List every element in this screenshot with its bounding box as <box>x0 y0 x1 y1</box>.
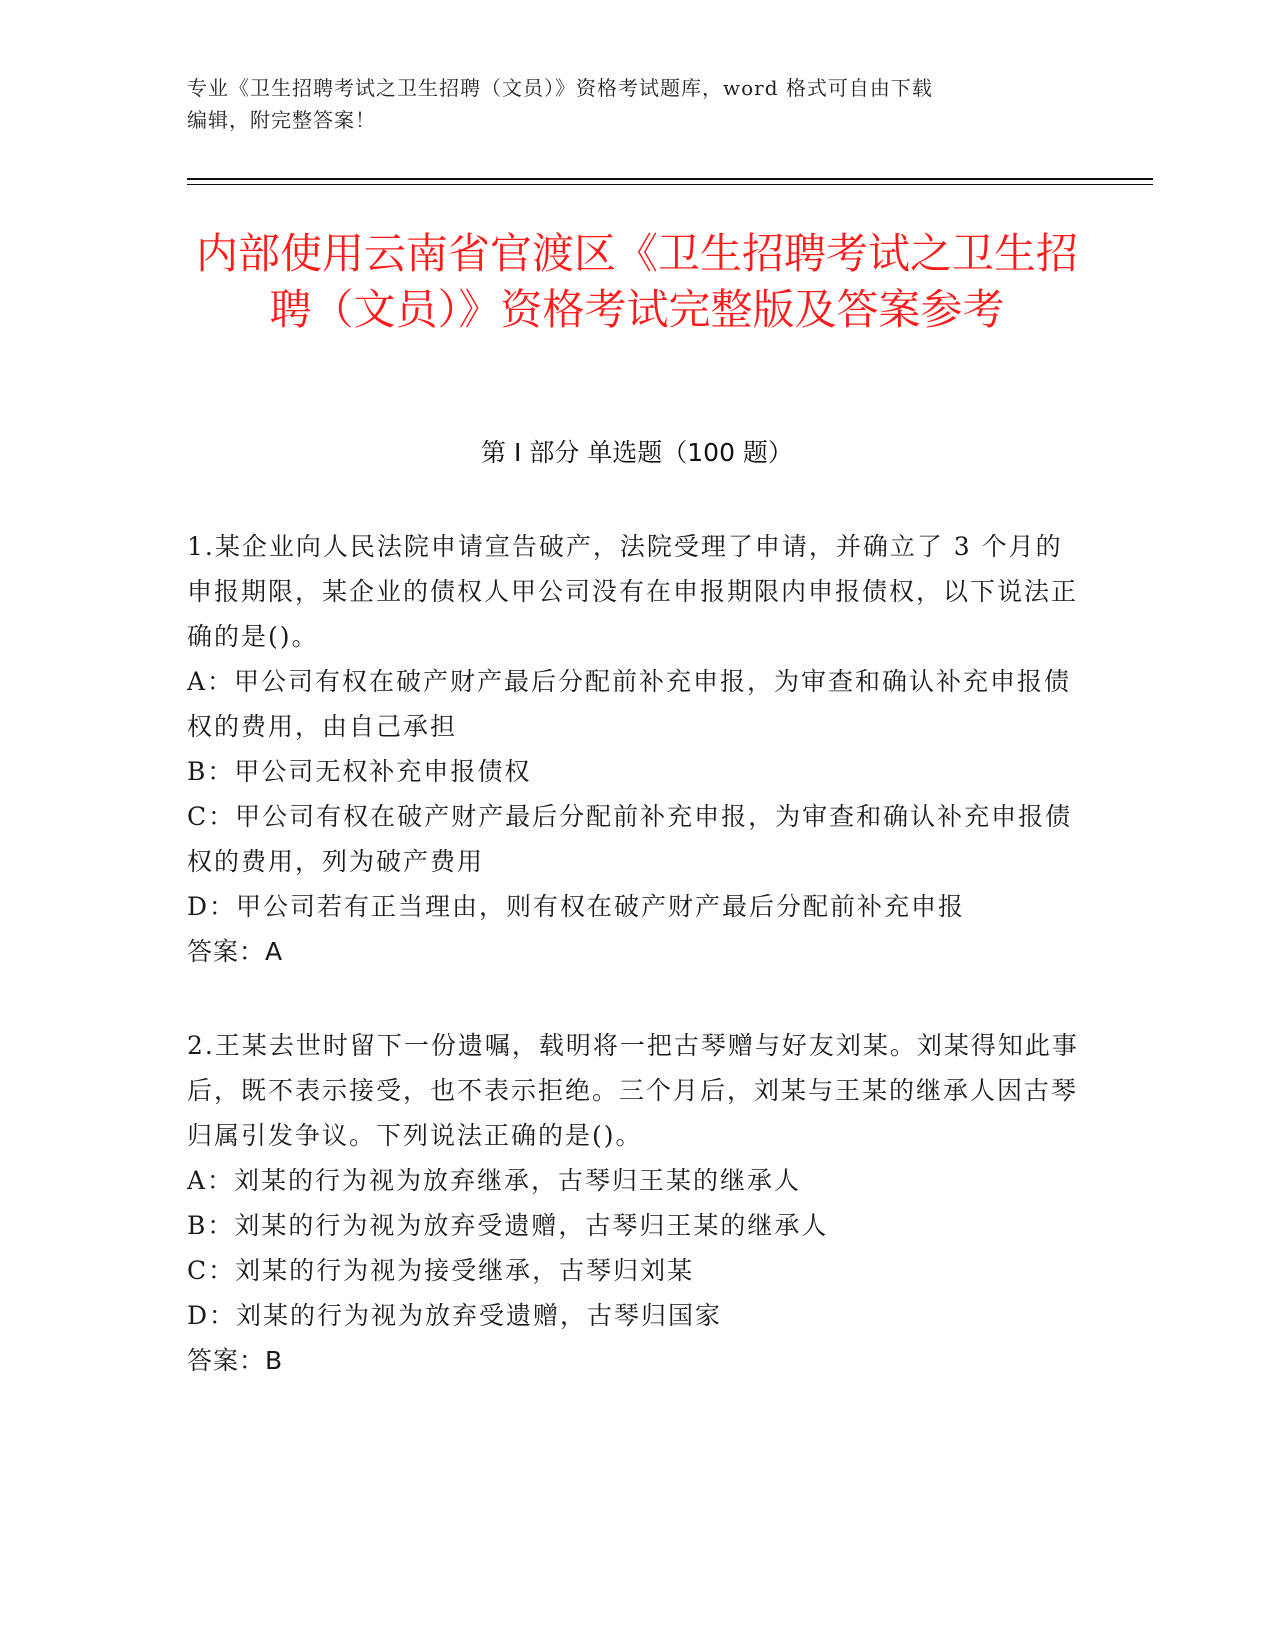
header-note <box>187 72 1067 136</box>
question-stem: 1.某企业向人民法院申请宣告破产，法院受理了申请，并确立了 3 个月的申报期限，某企业的债权人甲公司没有在申报期限内申报债权，以下说法正确的是()。 <box>187 532 1079 651</box>
question-1 <box>187 524 1087 974</box>
header-divider-thin <box>187 184 1153 185</box>
option-c: C：甲公司有权在破产财产最后分配前补充申报，为审查和确认补充申报债权的费用，列为破产费用 <box>187 802 1073 876</box>
header-note-line1: 专业《卫生招聘考试之卫生招聘（文员）》资格考试题库，word 格式可自由下载 <box>187 76 933 100</box>
option-b: B：刘某的行为视为放弃受遗赠，古琴归王某的继承人 <box>187 1211 829 1240</box>
header-divider-thick <box>187 178 1153 180</box>
section-heading: 第 I 部分 单选题（100 题） <box>481 438 793 467</box>
option-b: B：甲公司无权补充申报债权 <box>187 757 532 786</box>
answer-line: 答案：B <box>187 1346 284 1375</box>
option-d: D：刘某的行为视为放弃受遗赠，古琴归国家 <box>187 1301 723 1330</box>
question-stem: 2.王某去世时留下一份遗嘱，载明将一把古琴赠与好友刘某。刘某得知此事后，既不表示接受，也不表示拒绝。三个月后，刘某与王某的继承人因古琴归属引发争议。下列说法正确的是()。 <box>187 1031 1079 1150</box>
question-2 <box>187 1023 1087 1383</box>
header-note-line2: 编辑，附完整答案！ <box>187 108 376 132</box>
option-d: D：甲公司若有正当理由，则有权在破产财产最后分配前补充申报 <box>187 892 966 921</box>
document-title: 内部使用云南省官渡区《卫生招聘考试之卫生招聘（文员）》资格考试完整版及答案参考 <box>195 229 1078 334</box>
answer-line: 答案：A <box>187 937 284 966</box>
option-c: C：刘某的行为视为接受继承，古琴归刘某 <box>187 1256 695 1285</box>
option-a: A：刘某的行为视为放弃继承，古琴归王某的继承人 <box>187 1166 802 1195</box>
option-a: A：甲公司有权在破产财产最后分配前补充申报，为审查和确认补充申报债权的费用，由自己承担 <box>187 667 1072 741</box>
